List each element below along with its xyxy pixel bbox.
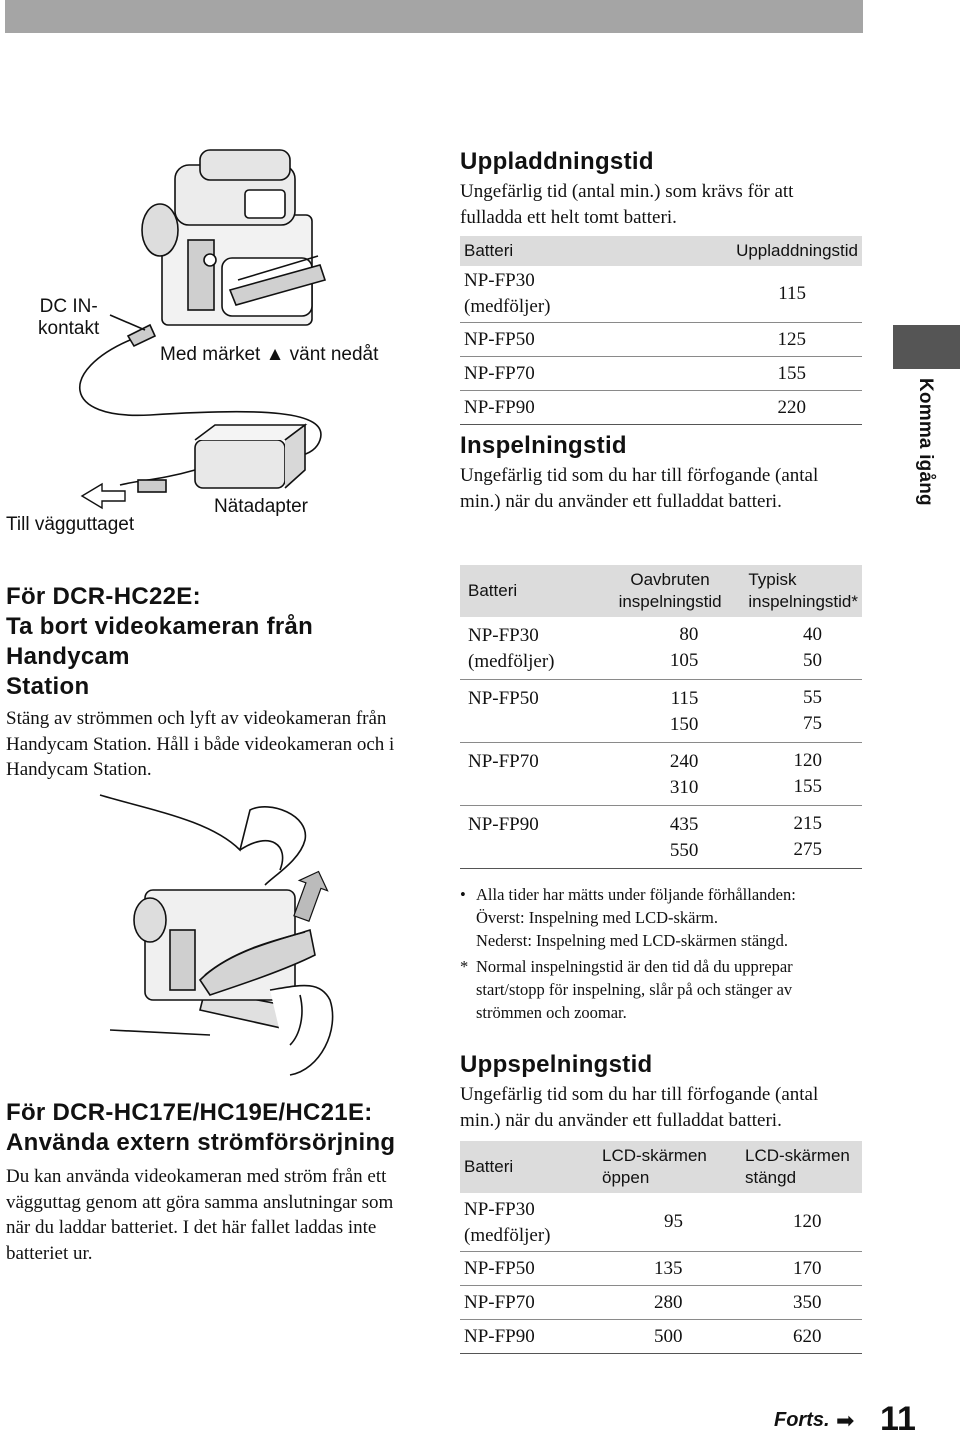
charging-heading: Uppladdningstid <box>460 148 654 175</box>
playback-col-open-1: LCD-skärmen <box>602 1146 707 1165</box>
playback-intro: Ungefärlig tid som du har till förfogande (antal min.) när du använder ett fulladdat batteri. <box>460 1084 819 1131</box>
table-row: NP-FP90 435 550 215 275 <box>460 806 862 869</box>
remove-heading-1: För DCR-HC22E: <box>6 583 201 610</box>
remove-body: Stäng av strömmen och lyft av videokameran från Handycam Station. Håll i både videokameran och i Handycam Station. <box>6 708 395 780</box>
table-row: NP-FP70 240 310 120 155 <box>460 743 862 806</box>
label-wall: Till vägguttaget <box>6 514 135 535</box>
table-row: NP-FP70 155 <box>460 357 862 391</box>
external-section <box>6 1098 426 1266</box>
continued-arrow-icon: ➡ <box>836 1409 855 1434</box>
recording-col-typ-1: Typisk <box>748 570 797 589</box>
playback-table <box>460 1141 862 1354</box>
upper-hand <box>100 795 305 885</box>
recording-table-wrap <box>460 565 862 1024</box>
table-row: NP-FP30 (medföljer) 80 105 40 50 <box>460 617 862 680</box>
recording-col-cont-1: Oavbruten <box>630 570 710 589</box>
recording-heading: Inspelningstid <box>460 432 627 459</box>
table-row: NP-FP90 220 <box>460 391 862 425</box>
recording-table <box>460 565 862 869</box>
playback-col-closed-2: stängd <box>745 1168 797 1187</box>
recording-col-battery: Batteri <box>460 565 602 617</box>
charging-col-battery: Batteri <box>460 236 629 266</box>
charging-col-time: Uppladdningstid <box>629 236 862 266</box>
playback-heading: Uppspelningstid <box>460 1051 653 1078</box>
label-adapter: Nätadapter <box>214 496 309 517</box>
ac-adapter <box>195 440 285 488</box>
remove-section <box>6 582 426 783</box>
external-body: Du kan använda videokameran med ström från ett vägguttag genom att göra samma anslutningar som när du laddar batteriet. I det här fallet laddas inte batteriet ur. <box>6 1166 394 1264</box>
recording-col-cont-2: inspelningstid <box>618 592 722 611</box>
table-row: NP-FP30 (medföljer) 115 <box>460 266 862 323</box>
external-heading-1: För DCR-HC17E/HC19E/HC21E: <box>6 1099 373 1126</box>
table-row: NP-FP70 280 350 <box>460 1286 862 1320</box>
page-number: 11 <box>880 1400 916 1438</box>
playback-col-open-2: öppen <box>602 1168 650 1187</box>
table-row: NP-FP50 125 <box>460 323 862 357</box>
label-dc-in: DC IN- kontakt <box>38 296 100 339</box>
recording-notes: • Alla tider har mätts under följande förhållanden: Överst: Inspelning med LCD-skärm. Nederst: Inspelning med LCD-skärmen stängd. * Normal inspelningstid är den tid då du upprepar start/stopp för inspelning, slår på och stänger av strömmen och zoomar. <box>460 885 796 1022</box>
charging-section <box>460 147 862 514</box>
playback-section <box>460 1050 862 1354</box>
lift-camcorder-illustration <box>90 790 430 1080</box>
external-heading-2: Använda extern strömförsörjning <box>6 1129 396 1156</box>
continued-label: Forts. <box>774 1409 830 1431</box>
remove-heading-2: Ta bort videokameran från Handycam <box>6 613 314 670</box>
section-tab-label: Komma igång <box>915 378 936 506</box>
table-row: NP-FP50 115 150 55 75 <box>460 680 862 743</box>
top-bar <box>5 0 863 33</box>
label-mark: Med märket ▲ vänt nedåt <box>160 344 379 365</box>
recording-intro: Ungefärlig tid som du har till förfogande (antal min.) när du använder ett fulladdat batteri. <box>460 465 819 512</box>
recording-col-typ-2: inspelningstid* <box>748 592 858 611</box>
table-row: NP-FP50 135 170 <box>460 1252 862 1286</box>
playback-col-battery: Batteri <box>460 1141 598 1193</box>
wall-arrow-icon <box>82 484 125 508</box>
charging-table <box>460 236 862 425</box>
charging-intro: Ungefärlig tid (antal min.) som krävs för att fulladda ett helt tomt batteri. <box>460 181 794 228</box>
table-row: NP-FP30 (medföljer) 95 120 <box>460 1193 862 1252</box>
playback-col-closed-1: LCD-skärmen <box>745 1146 850 1165</box>
table-row: NP-FP90 500 620 <box>460 1320 862 1354</box>
remove-heading-3: Station <box>6 673 90 700</box>
section-tab-marker <box>893 325 960 369</box>
